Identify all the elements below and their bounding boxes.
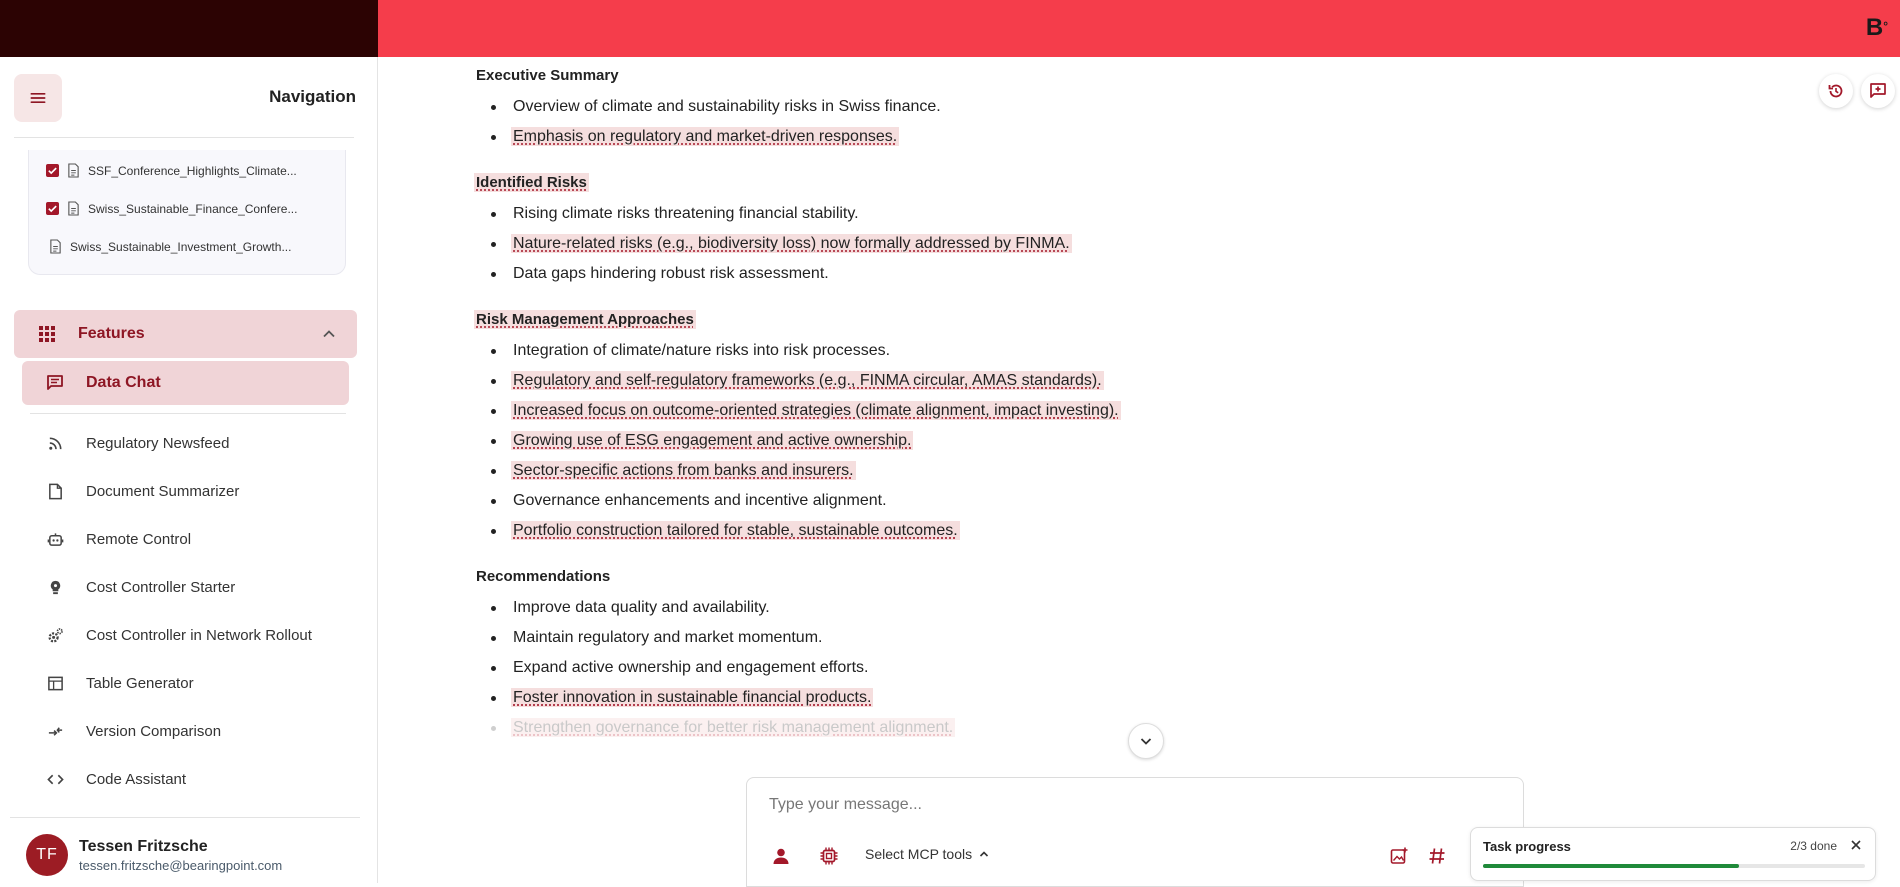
list-item[interactable]: Foster innovation in sustainable financial products. (476, 688, 1376, 718)
document-item[interactable] (46, 201, 297, 216)
divider (14, 137, 354, 138)
list-item: Rising climate risks threatening financial stability. (476, 204, 1376, 234)
task-title: Task progress (1483, 839, 1571, 854)
code-icon (46, 770, 64, 788)
avatar: TF (26, 834, 68, 876)
persona-button[interactable] (769, 844, 793, 868)
sidebar-item-label: Document Summarizer (86, 482, 240, 500)
chip-icon (819, 846, 839, 866)
task-progress-fill (1483, 864, 1739, 868)
selected-documents-list (28, 150, 346, 275)
model-chip-button[interactable] (817, 844, 841, 868)
sidebar-item-label: Code Assistant (86, 770, 187, 788)
rss-icon (46, 434, 64, 452)
user-name: Tessen Fritzsche (79, 837, 208, 855)
table-icon (46, 674, 64, 692)
list-item[interactable]: Emphasis on regulatory and market-driven responses. (476, 127, 1376, 157)
hashtag-button[interactable] (1425, 844, 1449, 868)
list-item[interactable]: Regulatory and self-regulatory frameworks (e.g., FINMA circular, AMAS standards). (476, 371, 1376, 401)
gears-icon (46, 626, 64, 644)
chat-response (476, 67, 1376, 765)
list-item: Governance enhancements and incentive alignment. (476, 491, 1376, 521)
bullet-list (476, 204, 1376, 294)
list-item: Integration of climate/nature risks into risk processes. (476, 341, 1376, 371)
sidebar-item-label: Regulatory Newsfeed (86, 434, 230, 452)
compare-arrows-icon (46, 722, 64, 740)
task-progress-bar (1483, 864, 1865, 868)
sidebar-item-label: Remote Control (86, 530, 192, 548)
sidebar-item-table-generator[interactable] (46, 674, 194, 692)
bullet-list (476, 97, 1376, 157)
list-item: Expand active ownership and engagement efforts. (476, 658, 1376, 688)
list-item: Data gaps hindering robust risk assessment. (476, 264, 1376, 294)
sidebar-item-regulatory-newsfeed[interactable] (46, 434, 229, 452)
sidebar-item-label: Data Chat (86, 374, 161, 391)
add-image-button[interactable] (1387, 844, 1411, 868)
list-item: Improve data quality and availability. (476, 598, 1376, 628)
sidebar-item-cost-controller-network-rollout[interactable] (46, 626, 312, 644)
sidebar-item-data-chat[interactable] (22, 361, 349, 405)
file-icon (67, 201, 80, 216)
topbar-left (0, 0, 378, 57)
sidebar-item-label: Cost Controller Starter (86, 578, 236, 596)
section-title: Executive Summary (476, 67, 619, 84)
message-input[interactable] (769, 792, 1469, 818)
menu-toggle-button[interactable] (14, 74, 62, 122)
features-section-toggle[interactable] (14, 310, 357, 358)
chevron-down-icon (1138, 733, 1154, 749)
section-title: Recommendations (476, 568, 611, 585)
sidebar-item-cost-controller-starter[interactable] (46, 578, 235, 596)
scroll-to-bottom-button[interactable] (1128, 723, 1164, 759)
mcp-tools-select[interactable] (865, 846, 990, 862)
brand-logo[interactable]: B° (1865, 14, 1888, 41)
hashtag-icon (1427, 846, 1447, 866)
main-content (378, 57, 1900, 883)
list-item[interactable]: Growing use of ESG engagement and active ownership. (476, 431, 1376, 461)
sidebar-item-document-summarizer[interactable] (46, 482, 239, 500)
user-profile[interactable] (26, 834, 282, 876)
sidebar (0, 57, 378, 883)
message-composer (746, 777, 1524, 887)
grid-icon (38, 325, 56, 343)
hamburger-icon (28, 88, 48, 108)
bulb-gear-icon (46, 578, 64, 596)
sidebar-item-label: Cost Controller in Network Rollout (86, 626, 312, 644)
sidebar-item-label: Table Generator (86, 674, 194, 692)
document-checkbox[interactable] (46, 202, 59, 215)
task-count: 2/3 done (1790, 839, 1837, 853)
check-icon (47, 165, 58, 176)
list-item[interactable]: Sector-specific actions from banks and insurers. (476, 461, 1376, 491)
features-label: Features (78, 325, 145, 342)
sidebar-item-code-assistant[interactable] (46, 770, 186, 788)
list-item: Maintain regulatory and market momentum. (476, 628, 1376, 658)
file-icon (67, 163, 80, 178)
check-icon (47, 203, 58, 214)
document-name: SSF_Conference_Highlights_Climate... (88, 163, 297, 178)
new-chat-button[interactable] (1861, 74, 1895, 108)
file-icon (49, 239, 62, 254)
chevron-up-icon (321, 326, 337, 342)
document-item[interactable] (49, 239, 291, 254)
chevron-up-icon (978, 848, 990, 860)
list-item[interactable]: Portfolio construction tailored for stable, sustainable outcomes. (476, 521, 1376, 551)
divider (10, 817, 360, 818)
topbar (378, 0, 1900, 57)
history-icon (1827, 82, 1845, 100)
sidebar-title: Navigation (269, 87, 356, 106)
sidebar-item-version-comparison[interactable] (46, 722, 221, 740)
section-title[interactable]: Identified Risks (476, 174, 587, 191)
new-chat-icon (1869, 82, 1887, 100)
user-email: tessen.fritzsche@bearingpoint.com (79, 857, 283, 873)
history-button[interactable] (1819, 74, 1853, 108)
task-progress-card (1470, 827, 1876, 881)
list-item: Overview of climate and sustainability risks in Swiss finance. (476, 97, 1376, 127)
list-item[interactable]: Nature-related risks (e.g., biodiversity loss) now formally addressed by FINMA. (476, 234, 1376, 264)
document-name: Swiss_Sustainable_Investment_Growth... (70, 239, 292, 254)
bullet-list (476, 598, 1376, 748)
document-name: Swiss_Sustainable_Finance_Confere... (88, 201, 298, 216)
add-image-icon (1389, 846, 1409, 866)
list-item[interactable]: Strengthen governance for better risk management alignment. (476, 718, 1376, 748)
document-item[interactable] (46, 163, 297, 178)
mcp-tools-label: Select MCP tools (865, 846, 973, 862)
list-item[interactable]: Increased focus on outcome-oriented strategies (climate alignment, impact investing). (476, 401, 1376, 431)
section-title[interactable]: Risk Management Approaches (476, 311, 694, 328)
sidebar-item-label: Version Comparison (86, 722, 222, 740)
chat-icon (46, 374, 64, 392)
close-icon[interactable] (1849, 838, 1863, 852)
bullet-list (476, 341, 1376, 551)
robot-icon (46, 530, 64, 548)
document-checkbox[interactable] (46, 164, 59, 177)
divider (30, 413, 346, 414)
person-icon (771, 846, 791, 866)
sidebar-item-remote-control[interactable] (46, 530, 191, 548)
document-icon (46, 482, 64, 500)
